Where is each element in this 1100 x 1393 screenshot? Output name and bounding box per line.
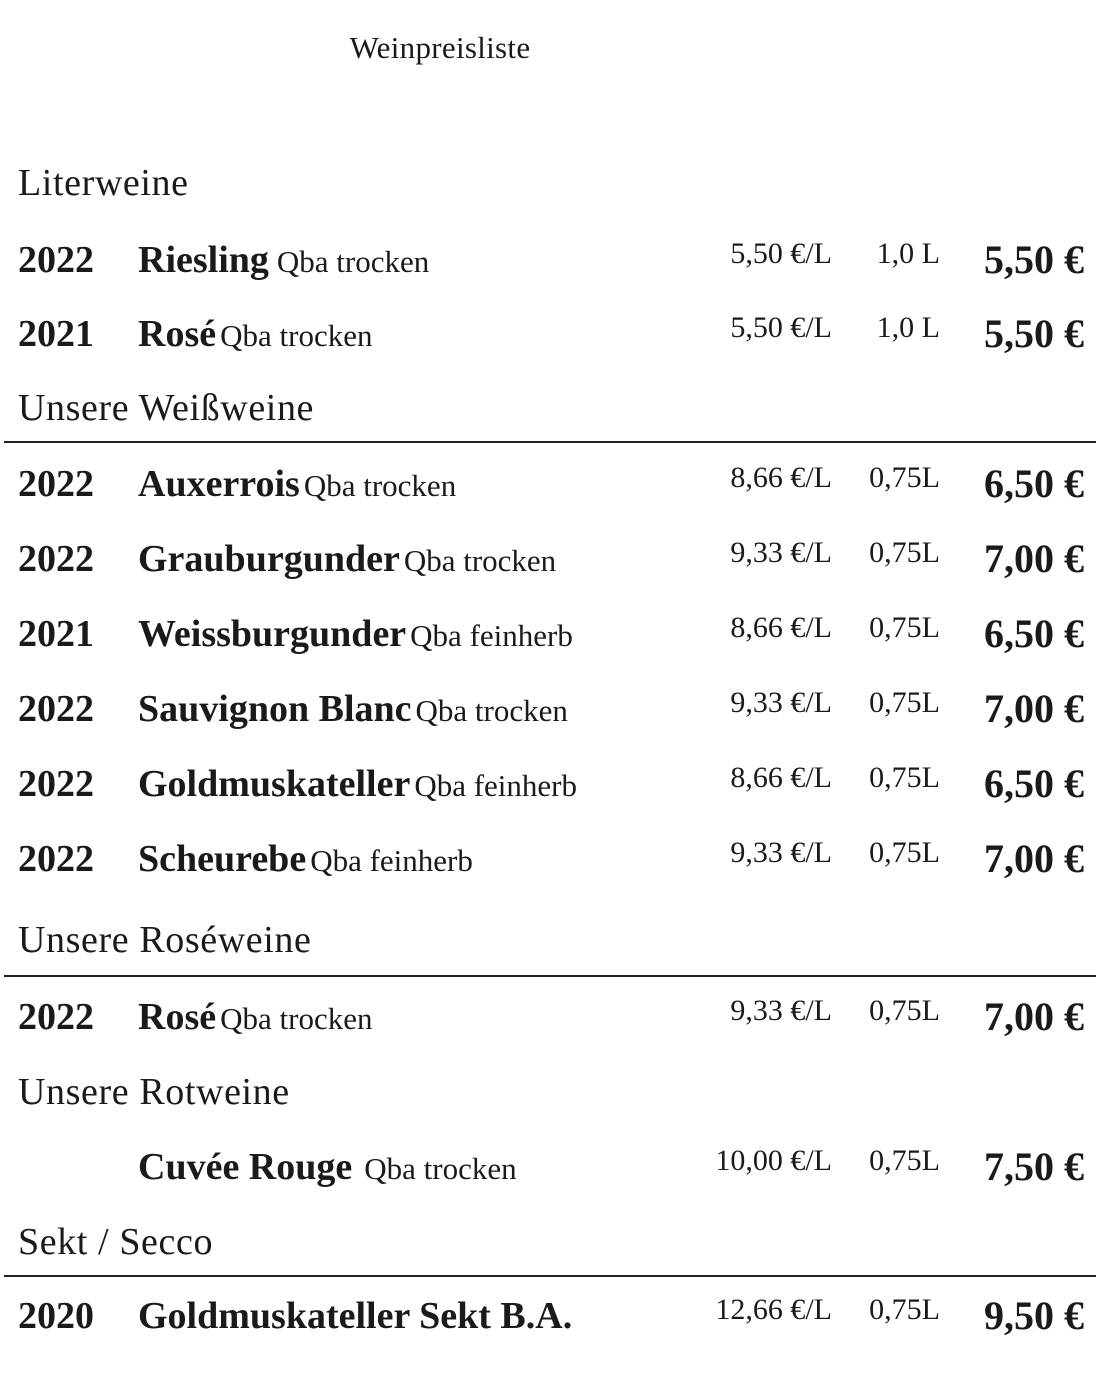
wine-price: 7,00 € — [984, 536, 1084, 581]
wine-name-line — [138, 1290, 572, 1350]
wine-volume: 0,75L — [869, 994, 940, 1027]
wine-year: 2022 — [18, 688, 94, 730]
wine-row — [0, 758, 1100, 814]
wine-price: 6,50 € — [984, 611, 1084, 656]
wine-name: Riesling — [138, 239, 269, 281]
wine-name-line — [138, 458, 456, 518]
wine-row — [0, 234, 1100, 290]
wine-year: 2022 — [18, 463, 94, 505]
section-divider — [4, 1275, 1096, 1277]
wine-row — [0, 308, 1100, 364]
wine-year: 2021 — [18, 313, 94, 355]
wine-volume: 0,75L — [869, 1293, 940, 1326]
wine-name-line — [138, 758, 577, 818]
wine-name: Goldmuskateller — [138, 763, 411, 805]
wine-unit-price: 9,33 €/L — [730, 686, 832, 719]
wine-unit-price: 8,66 €/L — [730, 611, 832, 644]
wine-name-line — [138, 234, 429, 294]
wine-volume: 0,75L — [869, 761, 940, 794]
wine-name: Rosé — [138, 996, 217, 1038]
wine-price: 6,50 € — [984, 461, 1084, 506]
wine-unit-price: 5,50 €/L — [730, 237, 832, 270]
wine-name: Scheurebe — [138, 838, 307, 880]
wine-name: Sauvignon Blanc — [138, 688, 412, 730]
wine-unit-price: 9,33 €/L — [730, 994, 832, 1027]
wine-row — [0, 683, 1100, 739]
wine-price: 7,00 € — [984, 686, 1084, 731]
wine-quality: Qba trocken — [220, 318, 373, 353]
wine-quality: Qba feinherb — [410, 618, 573, 653]
wine-year: 2022 — [18, 538, 94, 580]
wine-name-line — [138, 308, 372, 368]
wine-name-line — [138, 1141, 517, 1201]
wine-quality: Qba trocken — [415, 693, 568, 728]
wine-price: 7,00 € — [984, 994, 1084, 1039]
section-heading-weissweine: Unsere Weißweine — [18, 387, 315, 429]
section-divider — [4, 975, 1096, 977]
wine-volume: 1,0 L — [876, 237, 940, 270]
wine-unit-price: 8,66 €/L — [730, 461, 832, 494]
wine-volume: 1,0 L — [876, 311, 940, 344]
section-divider — [4, 441, 1096, 443]
wine-name: Rosé — [138, 313, 217, 355]
wine-name-line — [138, 533, 556, 593]
wine-price: 5,50 € — [984, 237, 1084, 282]
wine-volume: 0,75L — [869, 461, 940, 494]
wine-quality: Qba trocken — [276, 244, 430, 279]
wine-volume: 0,75L — [869, 836, 940, 869]
wine-quality: Qba feinherb — [310, 843, 473, 878]
wine-price: 6,50 € — [984, 761, 1084, 806]
wine-row — [0, 1290, 1100, 1346]
wine-row — [0, 608, 1100, 664]
section-heading-literweine: Literweine — [18, 162, 189, 204]
wine-volume: 0,75L — [869, 611, 940, 644]
wine-price: 9,50 € — [984, 1293, 1084, 1338]
wine-year: 2022 — [18, 838, 94, 880]
wine-quality: Qba trocken — [403, 543, 557, 578]
wine-volume: 0,75L — [869, 686, 940, 719]
page-title: Weinpreisliste — [349, 30, 531, 65]
wine-row — [0, 458, 1100, 514]
section-heading-roseweine: Unsere Roséweine — [18, 919, 312, 961]
wine-unit-price: 5,50 €/L — [730, 311, 832, 344]
wine-name: Goldmuskateller Sekt B.A. — [138, 1295, 573, 1337]
wine-unit-price: 9,33 €/L — [730, 536, 832, 569]
wine-unit-price: 12,66 €/L — [715, 1293, 832, 1326]
wine-name-line — [138, 991, 372, 1051]
wine-year: 2021 — [18, 613, 94, 655]
wine-quality: Qba trocken — [364, 1151, 517, 1186]
wine-year: 2020 — [18, 1295, 94, 1337]
wine-name: Grauburgunder — [138, 538, 400, 580]
wine-year: 2022 — [18, 996, 94, 1038]
section-heading-rotweine: Unsere Rotweine — [18, 1071, 290, 1113]
wine-quality: Qba trocken — [303, 468, 457, 503]
section-heading-sekt-secco: Sekt / Secco — [18, 1221, 214, 1263]
wine-row — [0, 991, 1100, 1047]
wine-name-line — [138, 608, 573, 668]
wine-unit-price: 9,33 €/L — [730, 836, 832, 869]
wine-unit-price: 8,66 €/L — [730, 761, 832, 794]
wine-name-line — [138, 833, 473, 893]
wine-unit-price: 10,00 €/L — [715, 1144, 832, 1177]
wine-year: 2022 — [18, 239, 94, 281]
wine-name-line — [138, 683, 568, 743]
wine-row — [0, 1141, 1100, 1197]
wine-year: 2022 — [18, 763, 94, 805]
wine-quality: Qba trocken — [220, 1001, 373, 1036]
wine-price: 7,00 € — [984, 836, 1084, 881]
wine-volume: 0,75L — [869, 1144, 940, 1177]
wine-price: 5,50 € — [984, 311, 1084, 356]
wine-volume: 0,75L — [869, 536, 940, 569]
wine-row — [0, 533, 1100, 589]
wine-price: 7,50 € — [984, 1144, 1084, 1189]
wine-name: Cuvée Rouge — [138, 1146, 353, 1188]
wine-name: Weissburgunder — [138, 613, 407, 655]
wine-row — [0, 833, 1100, 889]
wine-quality: Qba feinherb — [414, 768, 578, 803]
wine-name: Auxerrois — [138, 463, 300, 505]
